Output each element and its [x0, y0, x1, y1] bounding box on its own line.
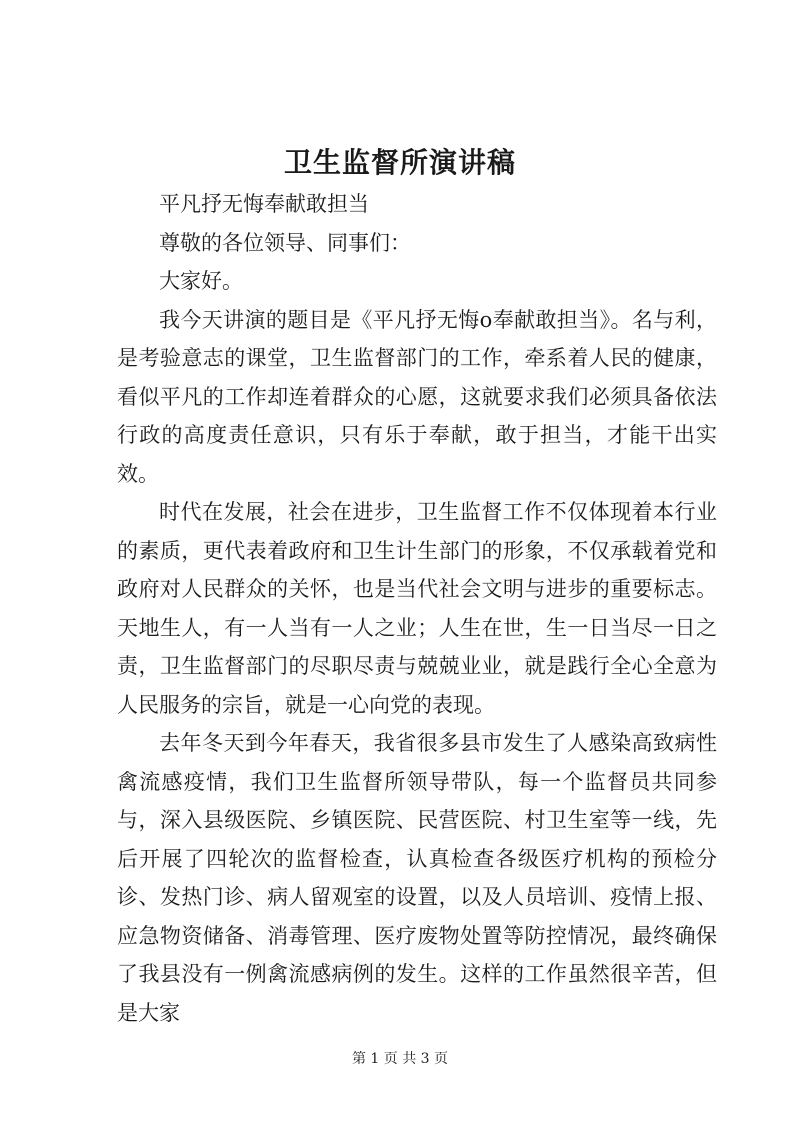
salutation-paragraph: 尊敬的各位领导、同事们： [159, 230, 411, 255]
body-paragraph: 去年冬天到今年春天，我省很多县市发生了人感染高致病性禽流感疫情，我们卫生监督所领导带队，每一个监督员共同参与，深入县级医院、乡镇医院、民营医院、村卫生室等一线，先后开展了四轮次的监督检查，认真检查各级医疗机构的预检分诊、发热门诊、病人留观室的设置，以及人员培训、疫情上报、应急物资储备、消毒管理、医疗废物处置等防控情况，最终确保了我县没有一例禽流感病例的发生。这样的工作虽然很辛苦，但是大家 [117, 731, 717, 1025]
document-title: 卫生监督所演讲稿 [283, 146, 516, 179]
greeting-paragraph: 大家好。 [159, 269, 243, 293]
body-paragraph: 我今天讲演的题目是《平凡抒无悔o奉献敢担当》。名与利，是考验意志的课堂，卫生监督部门的工作，牵系着人民的健康，看似平凡的工作却连着群众的心愿，这就要求我们必须具备依法行政的高度责任意识，只有乐于奉献，敢于担当，才能干出实效。 [117, 307, 717, 486]
document-body [117, 185, 717, 1032]
subtitle-paragraph: 平凡抒无悔奉献敢担当 [159, 192, 369, 216]
body-paragraph: 时代在发展，社会在进步，卫生监督工作不仅体现着本行业的素质，更代表着政府和卫生计生部门的形象，不仅承载着党和政府对人民群众的关怀，也是当代社会文明与进步的重要标志。天地生人，有一人当有一人之业；人生在世，生一日当尽一日之责，卫生监督部门的尽职尽责与兢兢业业，就是践行全心全意为人民服务的宗旨，就是一心向党的表现。 [117, 500, 717, 717]
page-number-footer: 第 1 页 共 3 页 [351, 1051, 449, 1067]
